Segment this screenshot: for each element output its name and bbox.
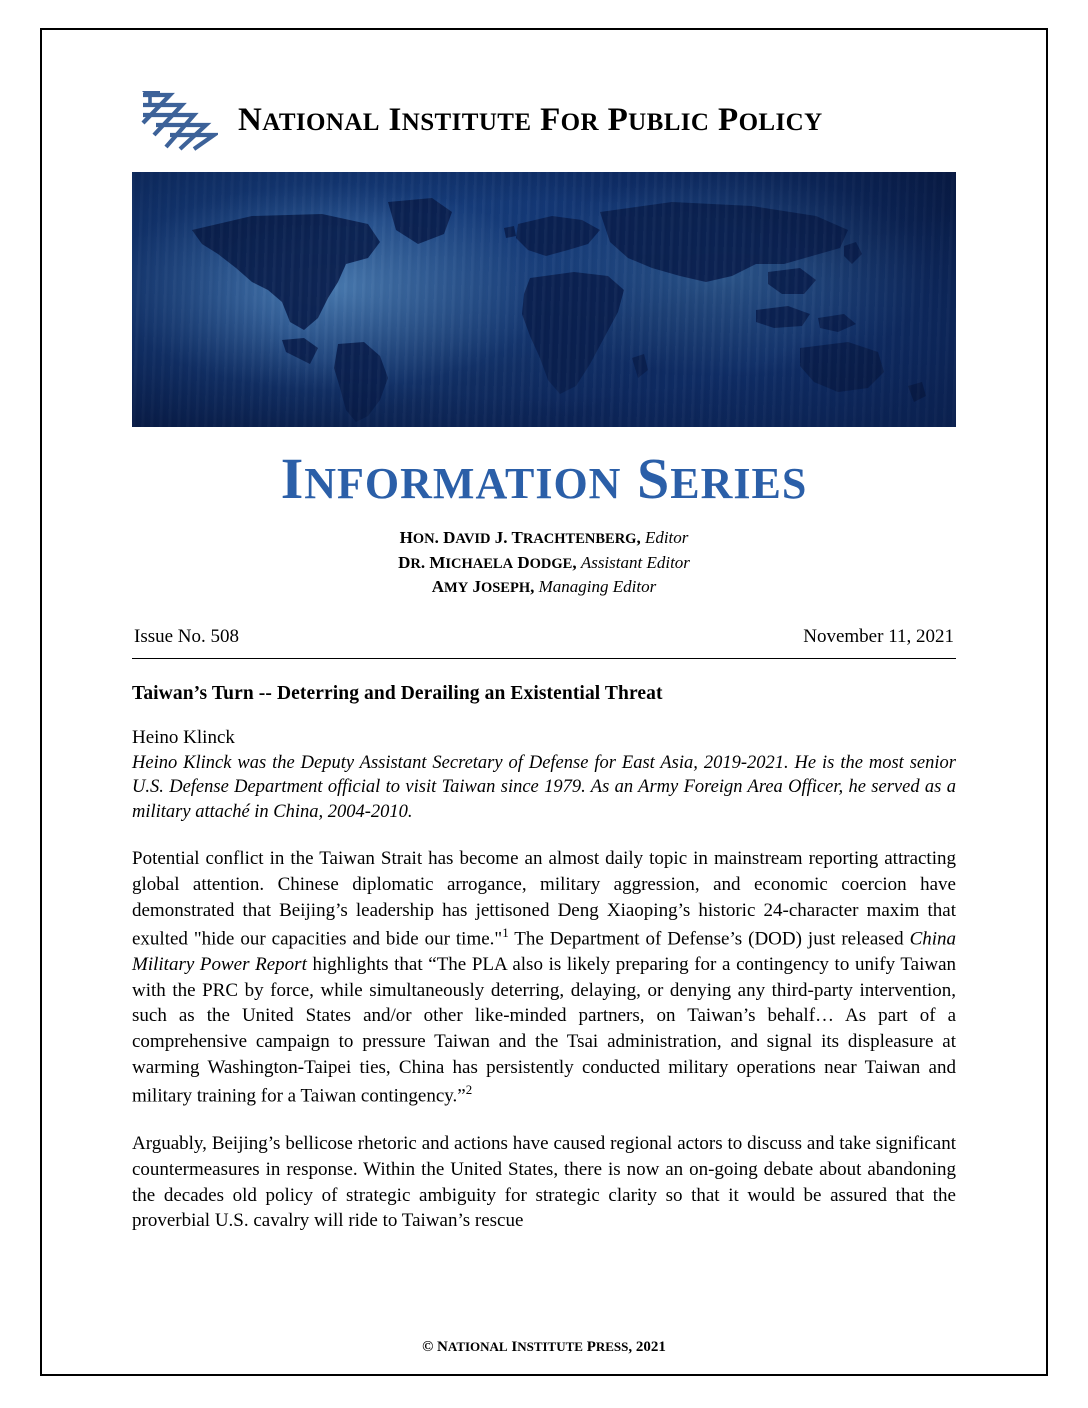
article-author: Heino Klinck bbox=[132, 726, 235, 748]
article-paragraph-2: Arguably, Beijing’s bellicose rhetoric and actions have caused regional actors to discuss and take significant countermeasures in response. Within the United States, there is now an on-going debate about abandoning the decades old policy of strategic ambiguity for strategic clarity so that it would be assured that the proverbial U.S. cavalry will ride to Taiwan’s rescue bbox=[132, 1132, 956, 1232]
issue-date: November 11, 2021 bbox=[803, 625, 954, 647]
header-divider bbox=[132, 658, 956, 659]
issue-line bbox=[132, 626, 956, 648]
article-title: Taiwan’s Turn -- Deterring and Derailing an Existential Threat bbox=[132, 682, 663, 704]
chevron-stripes-logo-icon bbox=[140, 89, 218, 151]
page-content bbox=[132, 80, 956, 1234]
paragraph-1-part-c: highlights that “The PLA also is likely preparing for a contingency to unify Taiwan with the PRC by force, while simultaneously deterring, delaying, or denying any third-party intervention, such as the United States and/or other like-minded partners, on Taiwan’s behalf… As part of a comprehensive campaign to pressure Taiwan and the Tsai administration, and signal its displeasure at warming Washington-Taipei ties, China has persistently conducted military operations near Taiwan and military training for a Taiwan contingency.” bbox=[132, 953, 957, 1107]
paragraph-1-part-b: The Department of Defense’s (DOD) just released bbox=[508, 927, 910, 949]
paragraph-1-part-a: Potential conflict in the Taiwan Strait has become an almost daily topic in mainstream reporting attracting global attention. Chinese diplomatic arrogance, military aggression, and economic coercion have demonstrated that Beijing’s leadership has jettisoned Deng Xiaoping’s historic 24-character maxim that exulted "hide our capacities and bide our time." bbox=[132, 848, 956, 949]
footnote-ref-1: 1 bbox=[502, 924, 509, 940]
editor-role: Managing Editor bbox=[538, 577, 657, 597]
masthead bbox=[132, 80, 956, 160]
editors-list bbox=[132, 526, 956, 600]
author-bio: Heino Klinck was the Deputy Assistant Secretary of Defense for East Asia, 2019-2021. He is the most senior U.S. Defense Department official to visit Taiwan since 1979. As an Army Foreign Area Officer, he served as a military attaché in China, 2004-2010. bbox=[132, 752, 956, 822]
editor-role: Editor bbox=[644, 527, 689, 547]
series-title: INFORMATION SERIES bbox=[280, 446, 808, 511]
article-paragraph-1 bbox=[132, 846, 956, 1109]
editor-row: AMY JOSEPH, Managing Editor bbox=[431, 577, 657, 597]
editor-row: HON. DAVID J. TRACHTENBERG, Editor bbox=[399, 527, 689, 547]
page-footer: © NATIONAL INSTITUTE PRESS, 2021 bbox=[422, 1339, 666, 1355]
world-map-banner-image bbox=[132, 172, 956, 427]
issue-number: Issue No. 508 bbox=[134, 625, 240, 647]
editor-row: DR. MICHAELA DODGE, Assistant Editor bbox=[398, 552, 690, 572]
organization-name: NATIONAL INSTITUTE FOR PUBLIC POLICY bbox=[238, 101, 823, 138]
footnote-ref-2: 2 bbox=[465, 1081, 473, 1097]
editor-role: Assistant Editor bbox=[580, 552, 690, 572]
report-title-italic: China Military Power Report bbox=[132, 927, 957, 975]
